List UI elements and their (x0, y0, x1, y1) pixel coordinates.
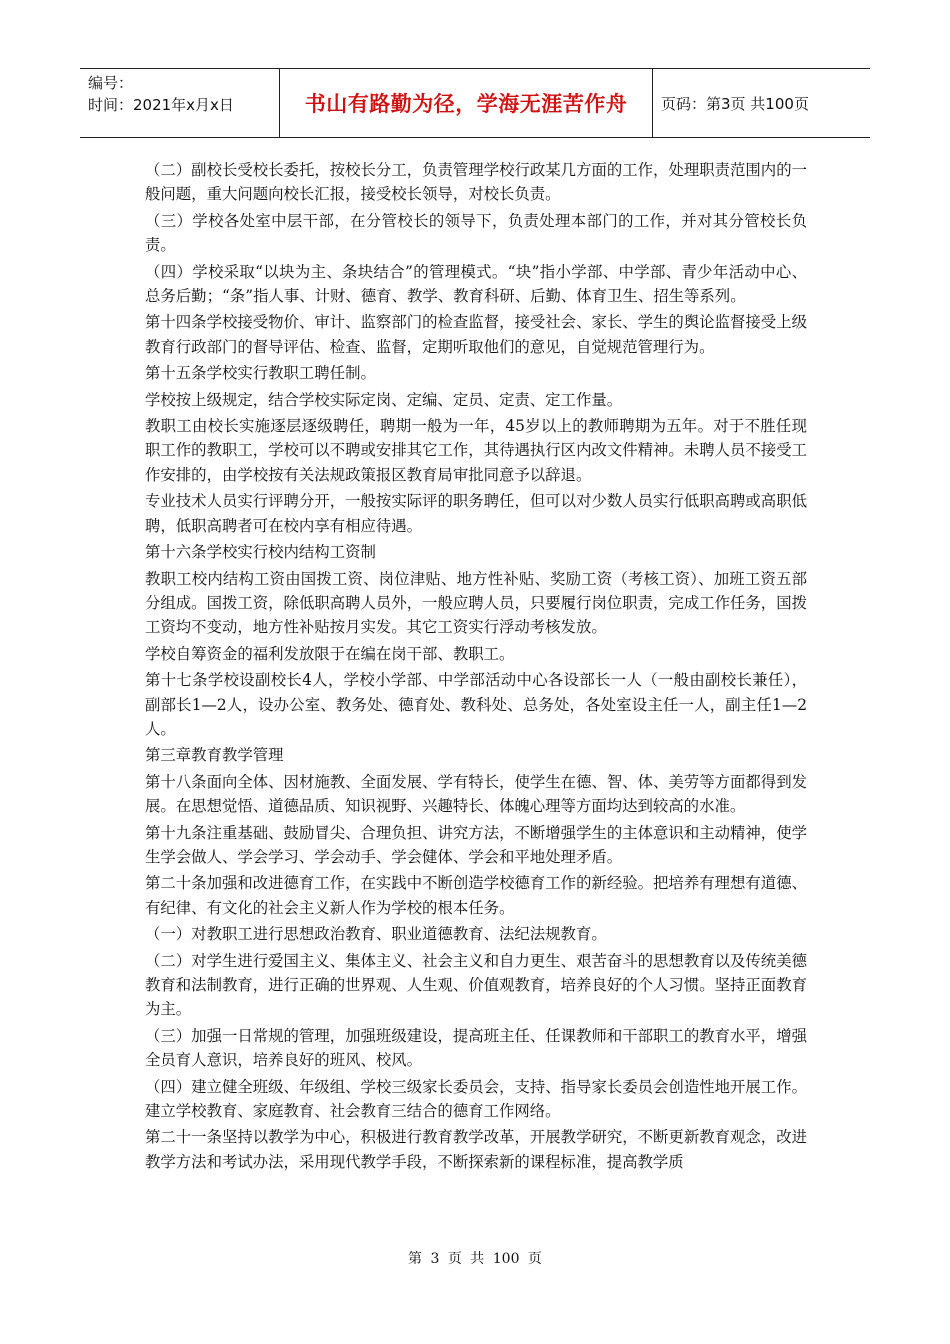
page-footer (0, 1248, 950, 1268)
paragraph: 第十五条学校实行教职工聘任制。 (145, 364, 376, 383)
header-page-cell (653, 69, 870, 137)
chapter-heading: 第三章教育教学管理 (145, 746, 284, 765)
motto-text: 书山有路勤为径，学海无涯苦作舟 (304, 92, 628, 116)
paragraph: 第二十一条坚持以教学为中心，积极进行教育教学改革，开展教学研究，不断更新教育观念，改进教学方法和考试办法，采用现代教学手段，不断探索新的课程标准，提高教学质 (145, 1128, 807, 1171)
paragraph: 第十七条学校设副校长4人，学校小学部、中学部活动中心各设部长一人（一般由副校长兼任），副部长1—2人，设办公室、教务处、德育处、教科处、总务处，各处室设主任一人，副主任1—2人。 (145, 671, 807, 738)
footer-page-number: 第 3 页 共 100 页 (408, 1251, 542, 1267)
date-label: 时间：2021年x月x日 (88, 96, 234, 114)
paragraph: 第十四条学校接受物价、审计、监察部门的检查监督，接受社会、家长、学生的舆论监督接受上级教育行政部门的督导评估、检查、监督，定期听取他们的意见，自觉规范管理行为。 (145, 313, 807, 356)
paragraph: 第二十条加强和改进德育工作，在实践中不断创造学校德育工作的新经验。把培养有理想有道德、有纪律、有文化的社会主义新人作为学校的根本任务。 (145, 874, 807, 917)
paragraph: 教职工由校长实施逐层逐级聘任，聘期一般为一年，45岁以上的教师聘期为五年。对于不胜任现职工作的教职工，学校可以不聘或安排其它工作，其待遇执行区内改文件精神。未聘人员不接受工作安排的，由学校按有关法规政策报区教育局审批同意予以辞退。 (145, 417, 807, 484)
paragraph: （四）建立健全班级、年级组、学校三级家长委员会，支持、指导家长委员会创造性地开展工作。建立学校教育、家庭教育、社会教育三结合的德育工作网络。 (145, 1077, 807, 1121)
number-label: 编号： (88, 74, 134, 92)
paragraph: （三）学校各处室中层干部，在分管校长的领导下，负责处理本部门的工作，并对其分管校长负责。 (145, 211, 807, 255)
paragraph: 第十六条学校实行校内结构工资制 (145, 543, 376, 562)
paragraph: 第十九条注重基础、鼓励冒尖、合理负担、讲究方法，不断增强学生的主体意识和主动精神，使学生学会做人、学会学习、学会动手、学会健体、学会和平地处理矛盾。 (145, 823, 807, 866)
header-info-cell (80, 69, 280, 137)
paragraph: 学校自筹资金的福利发放限于在编在岗干部、教职工。 (145, 644, 515, 663)
paragraph: （四）学校采取“以块为主、条块结合”的管理模式。“块”指小学部、中学部、青少年活动中心、总务后勤；“条”指人事、计财、德育、教学、教育科研、后勤、体育卫生、招生等系列。 (145, 262, 807, 306)
paragraph: 教职工校内结构工资由国拨工资、岗位津贴、地方性补贴、奖励工资（考核工资）、加班工资五部分组成。国拨工资，除低职高聘人员外，一般应聘人员，只要履行岗位职责，完成工作任务，国拨工资均不变动，地方性补贴按月实发。其它工资实行浮动考核发放。 (145, 569, 807, 637)
paragraph: 第十八条面向全体、因材施教、全面发展、学有特长，使学生在德、智、体、美劳等方面都得到发展。在思想觉悟、道德品质、知识视野、兴趣特长、体魄心理等方面均达到较高的水准。 (145, 772, 807, 816)
paragraph: （三）加强一日常规的管理，加强班级建设，提高班主任、任课教师和干部职工的教育水平，增强全员育人意识，培养良好的班风、校风。 (145, 1026, 807, 1070)
paragraph: （二）对学生进行爱国主义、集体主义、社会主义和自力更生、艰苦奋斗的思想教育以及传统美德教育和法制教育，进行正确的世界观、人生观、价值观教育，培养良好的个人习惯。坚持正面教育为主。 (145, 951, 807, 1019)
paragraph: 专业技术人员实行评聘分开，一般按实际评的职务聘任，但可以对少数人员实行低职高聘或高职低聘，低职高聘者可在校内享有相应待遇。 (145, 492, 807, 535)
page-header (80, 68, 870, 138)
paragraph: 学校按上级规定，结合学校实际定岗、定编、定员、定责、定工作量。 (145, 390, 623, 409)
paragraph: （二）副校长受校长委托，按校长分工，负责管理学校行政某几方面的工作，处理职责范围内的一般问题，重大问题向校长汇报，接受校长领导，对校长负责。 (145, 161, 807, 204)
header-motto-cell (280, 69, 653, 137)
document-body (145, 158, 807, 1176)
paragraph: （一）对教职工进行思想政治教育、职业道德教育、法纪法规教育。 (145, 925, 607, 944)
page-info: 页码：第3页 共100页 (661, 94, 809, 113)
